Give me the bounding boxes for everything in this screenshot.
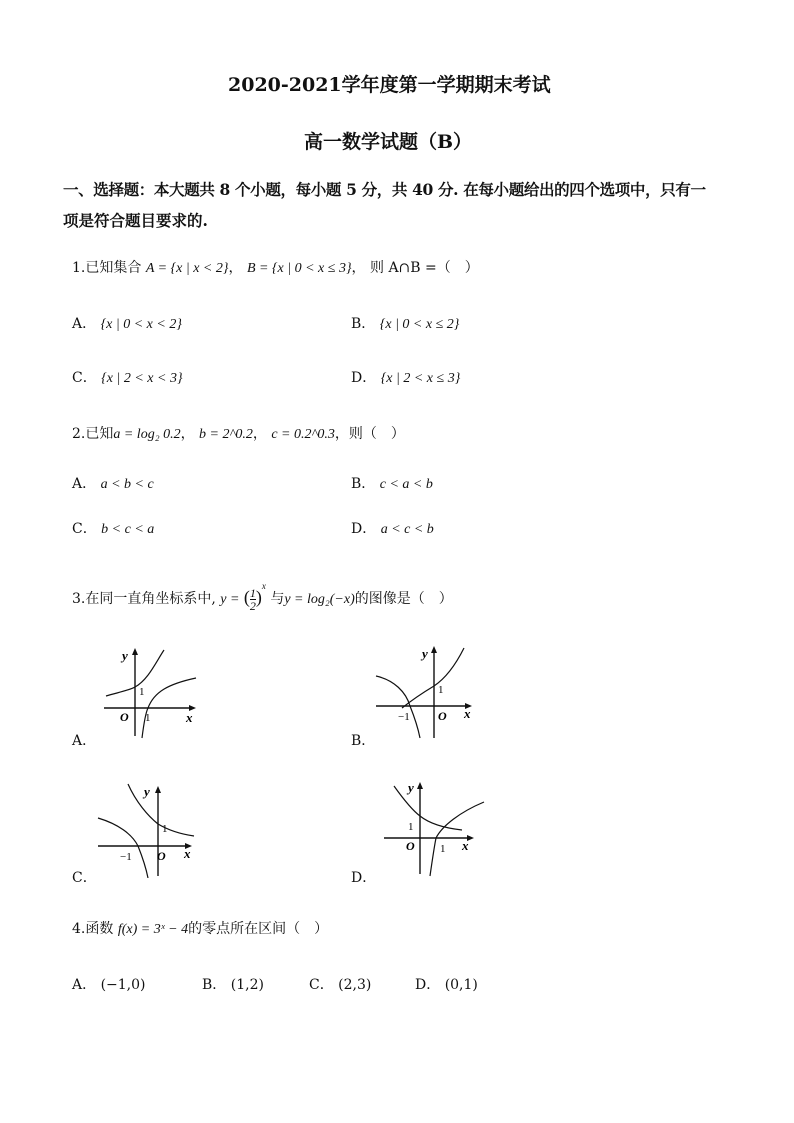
question-4-option-b[interactable] [202, 974, 264, 994]
graph-y-label: y [408, 780, 414, 795]
question-2-a: a = log₂ 0.2 [113, 427, 181, 442]
question-1-option-c[interactable] [72, 367, 183, 387]
option-letter: A． [72, 316, 97, 332]
question-4-stem [72, 918, 328, 938]
question-3-graph-a[interactable] [100, 644, 204, 740]
graph-x-label: x [464, 706, 471, 721]
question-4-prefix: 4.函数 [72, 921, 114, 937]
question-2-suffix: ，则（ ） [334, 426, 405, 442]
exam-title: 2020-2021学年度第一学期期末考试 [228, 74, 551, 96]
option-text: {x | 0 < x < 2} [100, 317, 182, 332]
option-letter: D． [351, 370, 377, 386]
option-text: {x | 0 < x ≤ 2} [379, 317, 460, 332]
question-3-option-b-letter[interactable]: B． [351, 733, 376, 749]
question-2-option-d[interactable] [351, 518, 434, 538]
question-3-graph-b[interactable] [372, 642, 480, 740]
question-3-mid: 与 [270, 591, 285, 607]
question-1-prefix: 1.已知集合 [72, 260, 142, 276]
question-2-option-c[interactable] [72, 518, 154, 538]
graph-tick-label: −1 [120, 851, 132, 863]
question-1-set-b: B = {x | 0 < x ≤ 3} [246, 261, 352, 276]
question-1-suffix: 则 A∩B =（ ） [370, 260, 479, 276]
question-4-option-c[interactable] [309, 974, 371, 994]
option-text: (−1,0) [100, 977, 146, 993]
question-2-option-b[interactable] [351, 473, 433, 493]
option-text: a < c < b [380, 522, 434, 537]
question-1-option-b[interactable] [351, 313, 459, 333]
question-3-prefix: 3.在同一直角坐标系中, [72, 591, 216, 607]
fraction-denominator: 2 [249, 598, 256, 613]
option-letter: C． [72, 521, 97, 537]
option-text: (2,3) [338, 977, 372, 993]
graph-x-label: x [462, 838, 469, 853]
section-instructions-line1: 一、选择题：本大题共 8 个小题，每小题 5 分，共 40 分. 在每小题给出的四个选项中，只有一 [63, 180, 706, 199]
question-3-graph-d[interactable] [380, 776, 488, 878]
section-instructions-line2: 项是符合题目要求的. [63, 211, 208, 230]
question-3-exponent: x [261, 581, 266, 591]
option-text: c < a < b [379, 477, 433, 492]
option-text: b < c < a [101, 522, 155, 537]
graph-tick-label: 1 [139, 686, 145, 698]
option-letter: A． [72, 476, 97, 492]
graph-tick-label: 1 [440, 843, 446, 855]
question-3-option-c-letter[interactable]: C． [72, 870, 97, 886]
question-3-option-a-letter[interactable]: A． [72, 733, 97, 749]
option-letter: D． [351, 521, 377, 537]
option-text: (0,1) [444, 977, 478, 993]
question-2-c: c = 0.2^0.3 [271, 427, 335, 442]
option-letter: D． [415, 977, 441, 993]
graph-tick-label: 1 [408, 821, 414, 833]
graph-y-label: y [422, 646, 428, 661]
option-text: {x | 2 < x < 3} [101, 371, 183, 386]
question-4-function: f(x) = 3ˣ − 4 [117, 922, 189, 937]
option-letter: C． [309, 977, 334, 993]
exam-subtitle: 高一数学试题（B） [304, 131, 473, 153]
question-4-option-d[interactable] [415, 974, 478, 994]
question-2-option-a[interactable] [72, 473, 154, 493]
question-3-graph-c[interactable] [94, 780, 202, 878]
graph-x-label: x [186, 710, 193, 725]
question-1-option-d[interactable] [351, 367, 460, 387]
graph-x-label: x [184, 846, 191, 861]
option-letter: B． [351, 476, 376, 492]
question-3-option-d-letter[interactable]: D． [351, 870, 377, 886]
question-1-set-a: A = {x | x < 2} [145, 261, 229, 276]
question-4-suffix: 的零点所在区间（ ） [188, 921, 329, 937]
graph-tick-label: 1 [162, 823, 168, 835]
question-2-prefix: 2.已知 [72, 426, 114, 442]
graph-origin-label: O [406, 839, 415, 853]
question-3-log: y = log₂(−x) [284, 592, 355, 607]
option-text: {x | 2 < x ≤ 3} [380, 371, 461, 386]
option-letter: B． [351, 316, 376, 332]
option-text: a < b < c [100, 477, 154, 492]
question-2-b: b = 2^0.2 [199, 427, 253, 442]
fraction-numerator: 1 [249, 585, 256, 600]
option-letter: A． [72, 977, 97, 993]
graph-tick-label: 1 [438, 684, 444, 696]
question-1-option-a[interactable] [72, 313, 182, 333]
graph-y-label: y [122, 648, 128, 663]
graph-origin-label: O [438, 709, 447, 723]
graph-origin-label: O [157, 849, 166, 863]
option-letter: C． [72, 370, 97, 386]
option-text: (1,2) [230, 977, 264, 993]
option-letter: B． [202, 977, 227, 993]
question-4-option-a[interactable] [72, 974, 146, 994]
graph-origin-label: O [120, 710, 129, 724]
question-1-stem: 1.已知集合 A = {x | x < 2}， B = {x | 0 < x ≤ 3}， 则 A∩B =（ ） [72, 260, 479, 276]
question-3-y-eq: y = [220, 592, 240, 607]
graph-tick-label: −1 [398, 711, 410, 723]
question-3-stem: 3.在同一直角坐标系中, y = ( $\frac{1}{2}$ )$^x$ 与y = log₂(−x)的图像是（ ） [72, 581, 453, 613]
graph-tick-label: 1 [145, 712, 151, 724]
question-2-stem: 2.已知a = log₂ 0.2， b = 2^0.2， c = 0.2^0.3，则（ ） [72, 426, 405, 442]
question-3-suffix: 的图像是（ ） [354, 591, 453, 607]
graph-y-label: y [144, 784, 150, 799]
